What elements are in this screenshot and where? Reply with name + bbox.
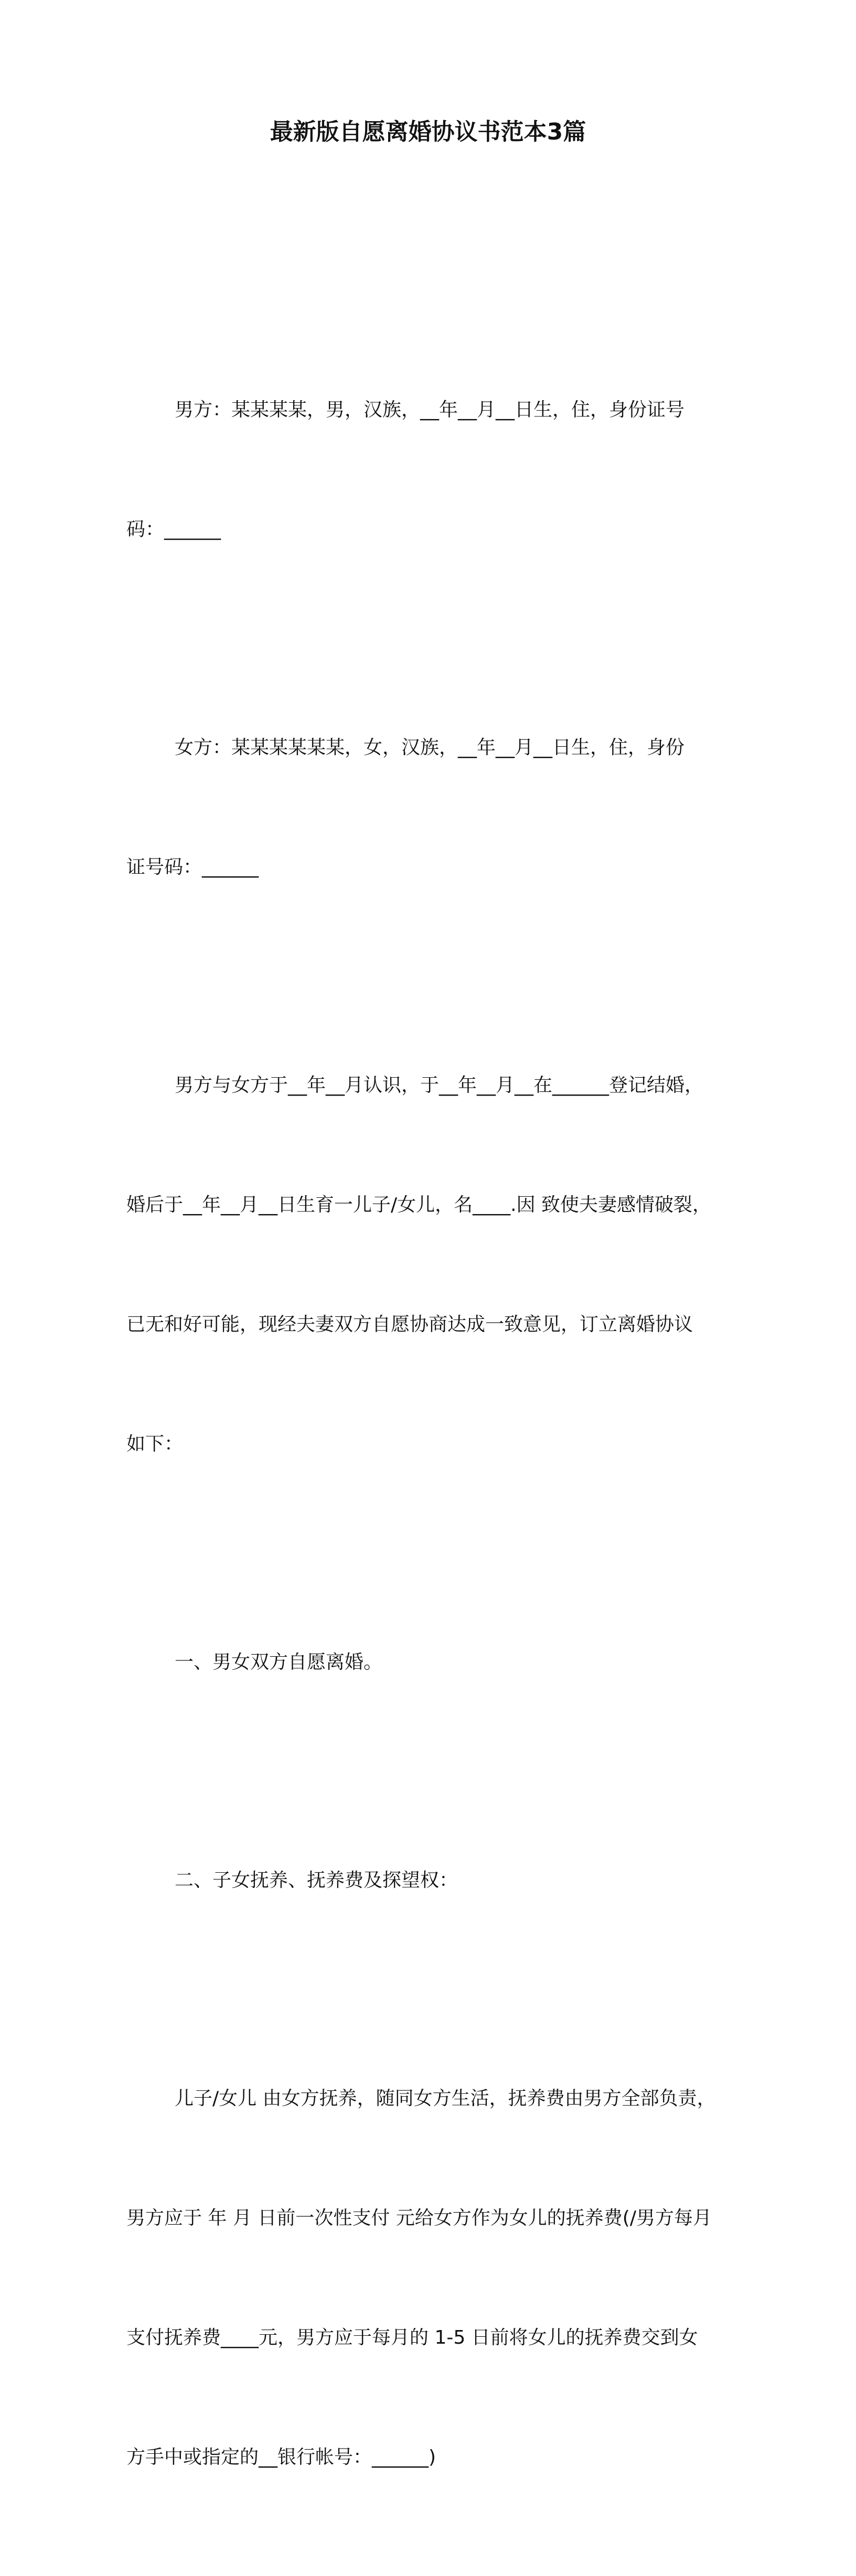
paragraph-line: 一、男女双方自愿离婚。: [175, 1651, 383, 1673]
paragraph-marriage-background: [126, 986, 735, 1544]
paragraph-line: 证号码：______: [126, 856, 259, 878]
paragraph-line: 婚后于__年__月__日生育一儿子/女儿，名____.因 致使夫妻感情破裂，: [126, 1194, 712, 1216]
paragraph-line: 码：______: [126, 519, 221, 540]
document-body: [126, 310, 735, 2576]
clause-two-heading: [126, 1781, 735, 1980]
paragraph-line: 男方应于 年 月 日前一次性支付 元给女方作为女儿的抚养费(/男方每月: [126, 2207, 712, 2229]
document-title: 最新版自愿离婚协议书范本3篇: [270, 119, 586, 145]
paragraph-child-support: [126, 1999, 735, 2557]
paragraph-male-party: [126, 310, 735, 629]
paragraph-line: 二、子女抚养、抚养费及探望权：: [175, 1870, 458, 1891]
paragraph-line: 男方：某某某某，男，汉族，__年__月__日生，住，身份证号: [175, 399, 685, 421]
paragraph-line: 如下：: [126, 1433, 184, 1455]
paragraph-line: 女方：某某某某某某，女，汉族，__年__月__日生，住，身份: [175, 737, 685, 758]
paragraph-line: 男方与女方于__年__月认识，于__年__月__在______登记结婚，: [175, 1075, 704, 1096]
paragraph-line: 支付抚养费____元，男方应于每月的 1-5 日前将女儿的抚养费交到女: [126, 2327, 698, 2348]
clause-one: [126, 1563, 735, 1762]
paragraph-female-party: [126, 648, 735, 967]
paragraph-line: 方手中或指定的__银行帐号：______): [126, 2446, 436, 2468]
paragraph-line: 已无和好可能，现经夫妻双方自愿协商达成一致意见，订立离婚协议: [126, 1314, 693, 1335]
paragraph-line: 儿子/女儿 由女方抚养，随同女方生活，抚养费由男方全部负责，: [175, 2088, 716, 2109]
